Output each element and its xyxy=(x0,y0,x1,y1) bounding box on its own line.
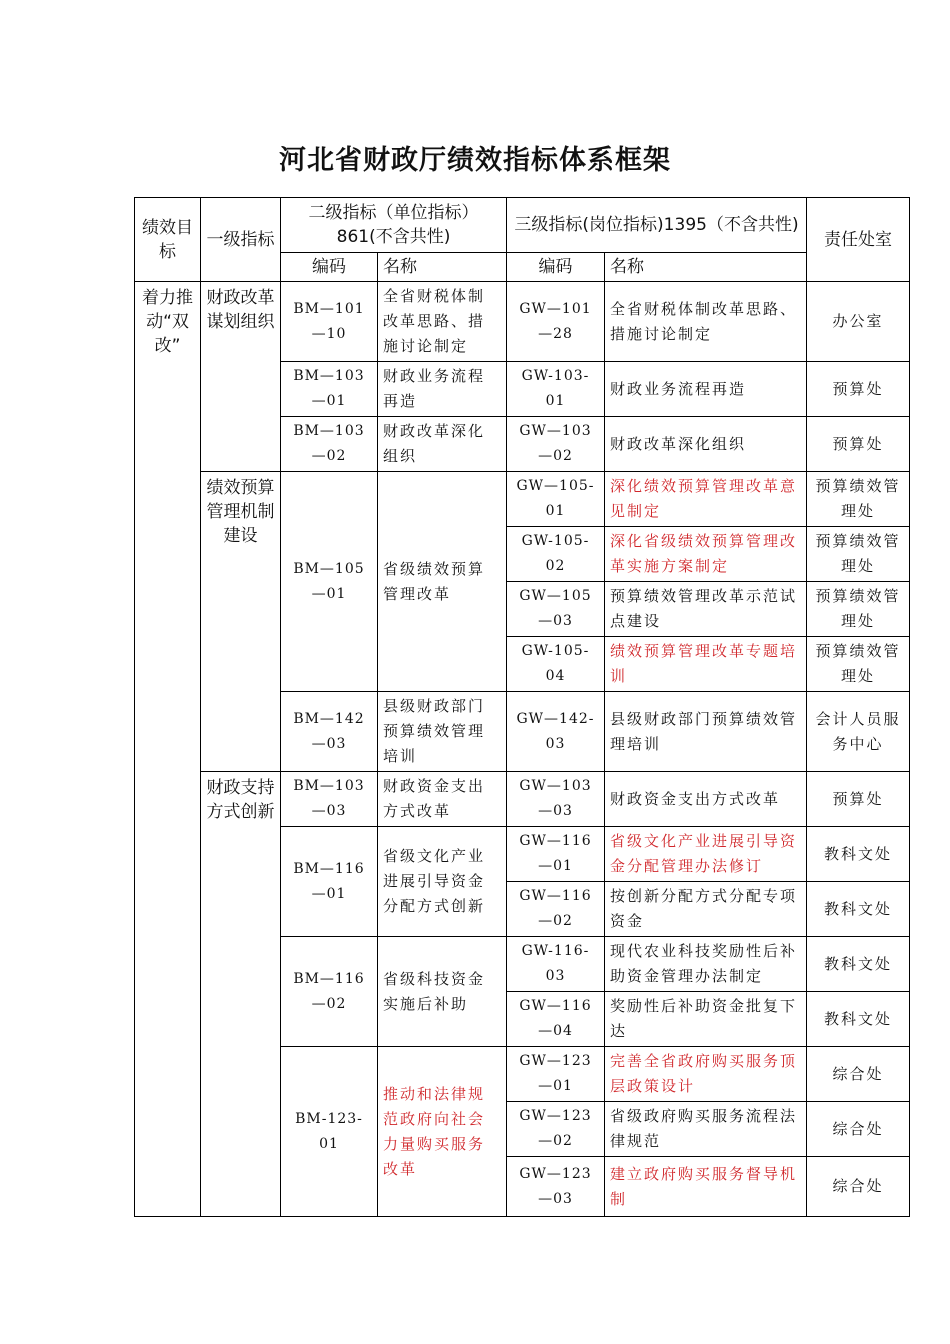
level3-code: GW—105-01 xyxy=(507,472,605,527)
dept-cell: 办公室 xyxy=(807,282,910,362)
dept-cell: 综合处 xyxy=(807,1102,910,1157)
header-level2-name: 名称 xyxy=(378,253,507,282)
level2-code: BM—116—01 xyxy=(281,827,378,937)
header-level3: 三级指标(岗位指标)1395（不含共性) xyxy=(507,198,807,253)
level3-name: 完善全省政府购买服务顶层政策设计 xyxy=(605,1047,807,1102)
level3-name: 深化绩效预算管理改革意见制定 xyxy=(605,472,807,527)
level3-code: GW-105-02 xyxy=(507,527,605,582)
dept-cell: 会计人员服务中心 xyxy=(807,692,910,772)
level2-name: 财政资金支出方式改革 xyxy=(378,772,507,827)
level3-code: GW-116-03 xyxy=(507,937,605,992)
header-level1: 一级指标 xyxy=(201,198,281,282)
dept-cell: 教科文处 xyxy=(807,992,910,1047)
header-level3-code: 编码 xyxy=(507,253,605,282)
header-level2: 二级指标（单位指标）861(不含共性) xyxy=(281,198,507,253)
level3-code: GW—116—04 xyxy=(507,992,605,1047)
dept-cell: 预算处 xyxy=(807,417,910,472)
header-dept: 责任处室 xyxy=(807,198,910,282)
dept-cell: 预算绩效管理处 xyxy=(807,472,910,527)
header-level2-code: 编码 xyxy=(281,253,378,282)
dept-cell: 教科文处 xyxy=(807,882,910,937)
level3-code: GW—103—03 xyxy=(507,772,605,827)
level3-code: GW—116—01 xyxy=(507,827,605,882)
level2-code: BM—142—03 xyxy=(281,692,378,772)
level3-code: GW—101—28 xyxy=(507,282,605,362)
level2-code: BM—103—03 xyxy=(281,772,378,827)
header-level3-name: 名称 xyxy=(605,253,807,282)
header-goal: 绩效目标 xyxy=(135,198,201,282)
level1-cell: 财政改革谋划组织 xyxy=(201,282,281,472)
dept-cell: 预算绩效管理处 xyxy=(807,527,910,582)
level3-name: 建立政府购买服务督导机制 xyxy=(605,1157,807,1217)
level2-code: BM—103—01 xyxy=(281,362,378,417)
level3-name: 县级财政部门预算绩效管理培训 xyxy=(605,692,807,772)
level3-code: GW-103-01 xyxy=(507,362,605,417)
level3-name: 财政改革深化组织 xyxy=(605,417,807,472)
goal-cell: 着力推动“双改” xyxy=(135,282,201,1217)
level2-code: BM—101—10 xyxy=(281,282,378,362)
level3-code: GW—123—03 xyxy=(507,1157,605,1217)
level3-name: 深化省级绩效预算管理改革实施方案制定 xyxy=(605,527,807,582)
level2-code: BM-123-01 xyxy=(281,1047,378,1217)
level2-code: BM—103—02 xyxy=(281,417,378,472)
level2-code: BM—116—02 xyxy=(281,937,378,1047)
level2-name: 县级财政部门预算绩效管理培训 xyxy=(378,692,507,772)
level3-code: GW—123—01 xyxy=(507,1047,605,1102)
dept-cell: 预算处 xyxy=(807,362,910,417)
level3-name: 全省财税体制改革思路、措施讨论制定 xyxy=(605,282,807,362)
level2-name: 全省财税体制改革思路、措施讨论制定 xyxy=(378,282,507,362)
level3-code: GW—142-03 xyxy=(507,692,605,772)
level3-code: GW-105-04 xyxy=(507,637,605,692)
level3-name: 按创新分配方式分配专项资金 xyxy=(605,882,807,937)
level2-name: 财政业务流程再造 xyxy=(378,362,507,417)
level1-cell: 财政支持方式创新 xyxy=(201,772,281,1217)
indicator-table xyxy=(134,197,910,1217)
dept-cell: 预算绩效管理处 xyxy=(807,582,910,637)
level3-name: 省级政府购买服务流程法律规范 xyxy=(605,1102,807,1157)
level3-code: GW—103—02 xyxy=(507,417,605,472)
level3-name: 财政业务流程再造 xyxy=(605,362,807,417)
level3-code: GW—123—02 xyxy=(507,1102,605,1157)
page-title: 河北省财政厅绩效指标体系框架 xyxy=(279,145,671,176)
level2-code: BM—105—01 xyxy=(281,472,378,692)
dept-cell: 综合处 xyxy=(807,1157,910,1217)
dept-cell: 教科文处 xyxy=(807,937,910,992)
dept-cell: 教科文处 xyxy=(807,827,910,882)
level3-name: 省级文化产业进展引导资金分配管理办法修订 xyxy=(605,827,807,882)
level3-name: 现代农业科技奖励性后补助资金管理办法制定 xyxy=(605,937,807,992)
level3-name: 绩效预算管理改革专题培训 xyxy=(605,637,807,692)
level2-name: 省级文化产业进展引导资金分配方式创新 xyxy=(378,827,507,937)
level3-code: GW—105—03 xyxy=(507,582,605,637)
level1-cell: 绩效预算管理机制建设 xyxy=(201,472,281,772)
dept-cell: 预算绩效管理处 xyxy=(807,637,910,692)
level3-name: 财政资金支出方式改革 xyxy=(605,772,807,827)
level2-name: 省级科技资金实施后补助 xyxy=(378,937,507,1047)
level3-code: GW—116—02 xyxy=(507,882,605,937)
level3-name: 奖励性后补助资金批复下达 xyxy=(605,992,807,1047)
level3-name: 预算绩效管理改革示范试点建设 xyxy=(605,582,807,637)
level2-name: 推动和法律规范政府向社会力量购买服务改革 xyxy=(378,1047,507,1217)
dept-cell: 预算处 xyxy=(807,772,910,827)
level2-name: 财政改革深化组织 xyxy=(378,417,507,472)
dept-cell: 综合处 xyxy=(807,1047,910,1102)
level2-name: 省级绩效预算管理改革 xyxy=(378,472,507,692)
